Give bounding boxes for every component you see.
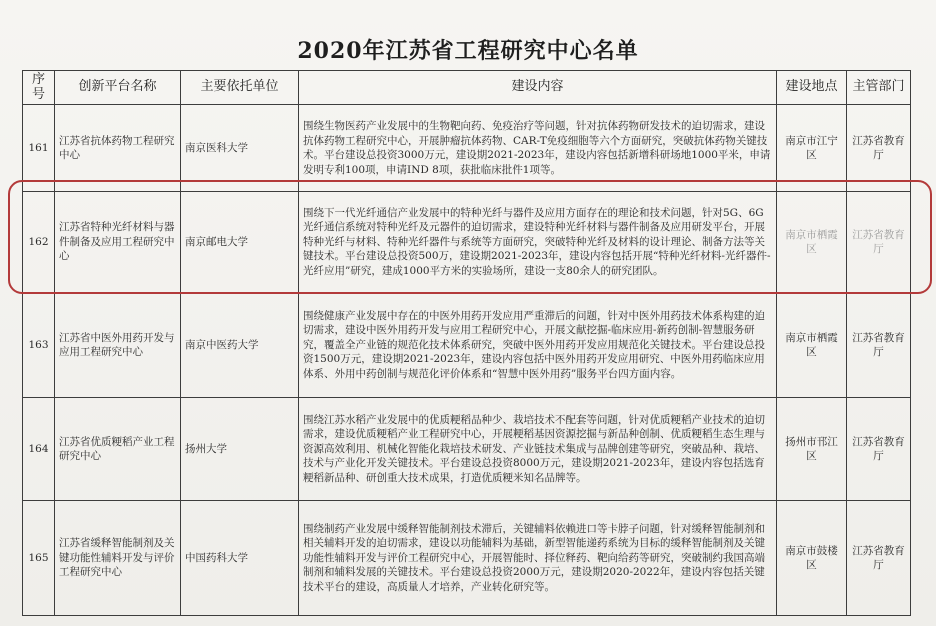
row-no: 165 [23,501,55,616]
table-row [23,501,911,616]
row-department: 江苏省教育厅 [847,501,911,616]
row-location: 南京市江宁区 [777,105,847,192]
header-no: 序号 [23,71,55,105]
table-header-row [23,71,911,105]
row-content: 围绕下一代光纤通信产业发展中的特种光纤与器件及应用方面存在的理论和技术问题，针对5G、6G光纤通信系统对特种光纤及元器件的迫切需求，建设特种光纤材料与器件制备及应用研发平台，开展特种光纤与材料、特种光纤器件与系统等方面研究，突破特种光纤及材料的设计理论、制备方法等关键技术。平台建设总投资500万，建设期2021-2023年，建设内容包括开展“特种光纤材料-光纤器件-光纤应用”研究，建成1000平方米的实验场所，建设一支80余人的研究团队。 [299,192,777,293]
row-department: 江苏省教育厅 [847,398,911,501]
row-no: 164 [23,398,55,501]
engineering-center-table [22,70,911,616]
row-name: 江苏省优质粳稻产业工程研究中心 [55,398,181,501]
header-content: 建设内容 [299,71,777,105]
header-location: 建设地点 [777,71,847,105]
row-location: 南京市栖霞区 [777,293,847,398]
row-department: 江苏省教育厅 [847,293,911,398]
row-location: 南京市栖霞区 [777,192,847,293]
row-content: 围绕健康产业发展中存在的中医外用药开发应用严重滞后的问题，针对中医外用药技术体系构建的迫切需求，建设中医外用药开发与应用工程研究中心，开展文献挖掘-临床应用-新药创制-智慧服务研究，覆盖全产业链的规范化技术体系研究，突破中医外用药开发应用规范化关键技术。平台建设总投资1500万元，建设期2021-2023年，建设内容包括中医外用药开发应用研究、中医外用药临床应用体系、外用中药创制与规范化评价体系和“智慧中医外用药”服务平台四方面内容。 [299,293,777,398]
row-unit: 南京中医药大学 [181,293,299,398]
row-location: 扬州市邗江区 [777,398,847,501]
row-location: 南京市鼓楼区 [777,501,847,616]
row-no: 162 [23,192,55,293]
table-row [23,398,911,501]
row-content: 围绕江苏水稻产业发展中的优质粳稻品种少、栽培技术不配套等问题，针对优质粳稻产业技术的迫切需求，建设优质粳稻产业工程研究中心，开展粳稻基因资源挖掘与新品种创制、优质粳稻生态生理与资源高效利用、机械化智能化栽培技术研发、产业链技术集成与品牌创建等研究，突破品种、栽培、技术与产业化开发关键技术。平台建设总投资8000万元，建设期2021-2023年，建设内容包括选育粳稻新品种、研创重大技术成果，打造优质粳米知名品牌等。 [299,398,777,501]
header-unit: 主要依托单位 [181,71,299,105]
row-unit: 南京医科大学 [181,105,299,192]
row-name: 江苏省缓释智能制剂及关键功能性辅料开发与评价工程研究中心 [55,501,181,616]
table-row [23,105,911,192]
document-title: 2020年江苏省工程研究中心名单 [297,38,639,64]
table-row [23,293,911,398]
row-name: 江苏省中医外用药开发与应用工程研究中心 [55,293,181,398]
row-name: 江苏省抗体药物工程研究中心 [55,105,181,192]
header-name: 创新平台名称 [55,71,181,105]
header-department: 主管部门 [847,71,911,105]
row-content: 围绕制药产业发展中缓释智能制剂技术滞后，关键辅料依赖进口等卡脖子问题，针对缓释智能制剂和相关辅料开发的迫切需求，建设以功能辅料为基础，新型智能递药系统为目标的缓释智能制剂及关键功能性辅料开发与评价工程研究中心，开展智能时、择位释药、靶向给药等研究，突破制约我国高端制剂和辅料发展的关键技术。平台建设总投资2000万元，建设期2020-2022年，建设内容包括关键技术平台的建设，高质量人才培养，产业转化研究等。 [299,501,777,616]
row-name: 江苏省特种光纤材料与器件制备及应用工程研究中心 [55,192,181,293]
row-unit: 中国药科大学 [181,501,299,616]
row-no: 161 [23,105,55,192]
row-no: 163 [23,293,55,398]
row-department: 江苏省教育厅 [847,192,911,293]
row-content: 围绕生物医药产业发展中的生物靶向药、免疫治疗等问题，针对抗体药物研发技术的迫切需求，建设抗体药物工程研究中心，开展肿瘤抗体药物、CAR-T免疫细胞等六个方面研究，突破抗体药物关键技术。平台建设总投资3000万元，建设期2021-2023年，建设内容包括新增科研场地1000平米，申请发明专利100项，申请IND 8项，获批临床批件1项等。 [299,105,777,192]
row-unit: 扬州大学 [181,398,299,501]
row-department: 江苏省教育厅 [847,105,911,192]
table-row [23,192,911,293]
row-unit: 南京邮电大学 [181,192,299,293]
